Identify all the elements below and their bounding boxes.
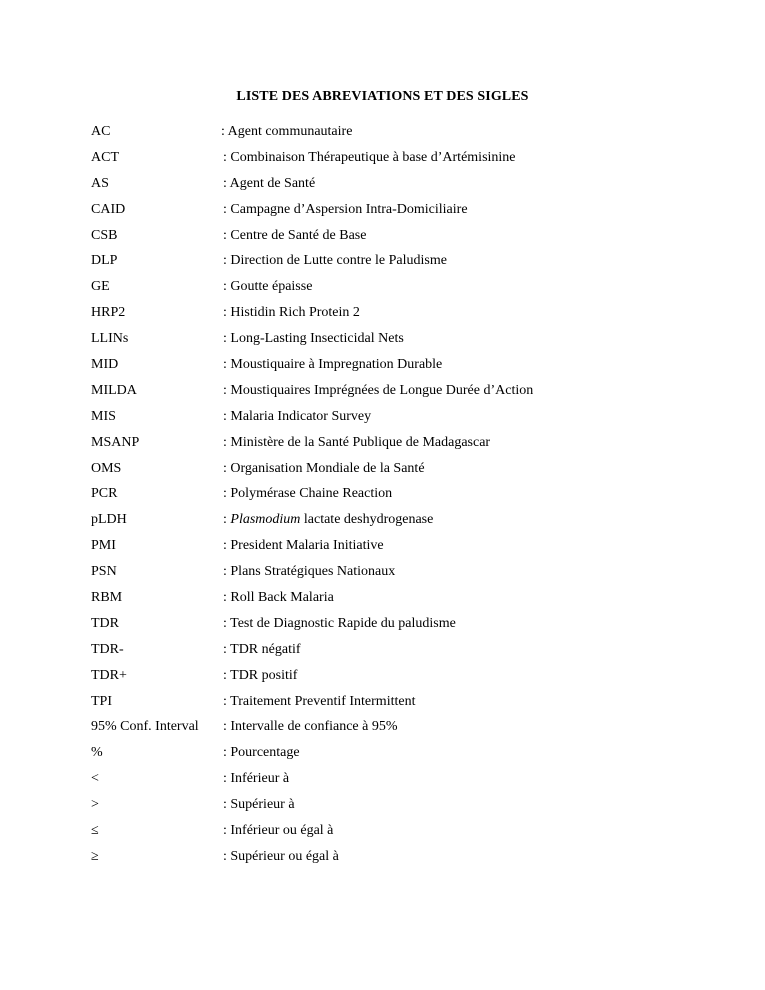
list-item — [91, 668, 711, 694]
definition — [223, 745, 300, 761]
definition-text: Intervalle de confiance à 95% — [230, 719, 398, 735]
list-item — [91, 486, 711, 512]
separator: : — [223, 512, 231, 528]
abbreviation: > — [91, 797, 99, 813]
definition-text: Moustiquaires Imprégnées de Longue Durée d’Action — [230, 382, 534, 398]
separator: : — [223, 615, 231, 631]
abbreviation: < — [91, 771, 99, 787]
list-item — [91, 435, 711, 461]
separator: : — [223, 331, 231, 347]
definition-text: Direction de Lutte contre le Paludisme — [230, 253, 447, 269]
abbreviation: MILDA — [91, 382, 137, 398]
list-item — [91, 797, 711, 823]
definition-text: Malaria Indicator Survey — [230, 408, 372, 424]
separator: : — [223, 305, 231, 321]
abbreviation: AS — [91, 175, 109, 191]
definition — [223, 150, 516, 166]
definition — [223, 668, 297, 684]
list-item — [91, 305, 711, 331]
definition-text: Traitement Preventif Intermittent — [230, 693, 416, 709]
list-item — [91, 538, 711, 564]
abbreviation: DLP — [91, 253, 118, 269]
definition — [223, 797, 295, 813]
separator: : — [223, 279, 231, 295]
list-item — [91, 823, 711, 849]
definition-text: Plans Stratégiques Nationaux — [230, 564, 396, 580]
list-item — [91, 150, 711, 176]
definition-text: TDR négatif — [230, 641, 301, 657]
separator: : — [223, 771, 231, 787]
list-item — [91, 694, 711, 720]
list-item — [91, 642, 711, 668]
definition — [223, 642, 301, 658]
separator: : — [223, 357, 231, 373]
definition-text: lactate deshydrogenase — [300, 512, 434, 528]
list-item — [91, 228, 711, 254]
separator: : — [221, 124, 228, 139]
abbreviation: CAID — [91, 201, 126, 217]
definition-text: Campagne d’Aspersion Intra-Domiciliaire — [230, 201, 468, 217]
definition — [223, 228, 366, 244]
definition-text: Long-Lasting Insecticidal Nets — [230, 331, 404, 347]
abbreviation: TDR- — [91, 641, 124, 657]
definition — [223, 279, 312, 295]
abbreviation: TDR — [91, 615, 119, 631]
separator: : — [223, 823, 231, 839]
abbreviation: MID — [91, 357, 119, 373]
list-item — [91, 331, 711, 357]
list-item — [91, 564, 711, 590]
abbreviation: PMI — [91, 538, 116, 554]
list-item — [91, 202, 711, 228]
abbreviation: HRP2 — [91, 305, 126, 321]
abbreviation: 95% Conf. Interval — [91, 719, 199, 735]
definition-text: Ministère de la Santé Publique de Madagascar — [230, 434, 491, 450]
definition — [223, 305, 360, 321]
definition — [223, 357, 442, 373]
list-item — [91, 771, 711, 797]
abbreviation: OMS — [91, 460, 122, 476]
definition-text: Inférieur ou égal à — [230, 823, 334, 839]
definition-text: Test de Diagnostic Rapide du paludisme — [230, 615, 456, 631]
definition — [223, 383, 533, 399]
separator: : — [223, 486, 231, 502]
definition — [223, 564, 395, 580]
definition — [223, 849, 339, 865]
definition — [223, 823, 333, 839]
definition-text: Supérieur ou égal à — [230, 848, 339, 864]
separator: : — [223, 641, 231, 657]
abbreviation: MIS — [91, 408, 116, 424]
definition-text: TDR positif — [230, 667, 298, 683]
list-item — [91, 849, 711, 875]
definition-text: Supérieur à — [230, 797, 295, 813]
list-item — [91, 279, 711, 305]
definition — [223, 719, 398, 735]
list-item — [91, 745, 711, 771]
abbreviation: PSN — [91, 564, 117, 580]
definition-text: Goutte épaisse — [230, 279, 313, 295]
definition — [223, 202, 468, 218]
definition-text: President Malaria Initiative — [230, 538, 384, 554]
separator: : — [223, 797, 231, 813]
abbreviation-list — [91, 124, 711, 875]
list-item — [91, 616, 711, 642]
definition-italic-term: Plasmodium — [230, 512, 301, 528]
definition — [223, 512, 433, 528]
separator: : — [223, 227, 231, 243]
abbreviation: TDR+ — [91, 667, 127, 683]
separator: : — [223, 590, 231, 606]
separator: : — [223, 382, 231, 398]
definition-text: Moustiquaire à Impregnation Durable — [230, 357, 443, 373]
separator: : — [223, 538, 231, 554]
abbreviation: MSANP — [91, 434, 140, 450]
separator: : — [223, 667, 231, 683]
list-item — [91, 409, 711, 435]
abbreviation: ≤ — [91, 823, 99, 839]
list-item — [91, 719, 711, 745]
separator: : — [223, 693, 231, 709]
definition — [223, 331, 404, 347]
definition-text: Agent communautaire — [227, 124, 353, 139]
definition — [223, 538, 384, 554]
definition-text: Pourcentage — [230, 745, 300, 761]
page-title: LISTE DES ABREVIATIONS ET DES SIGLES — [236, 89, 529, 104]
definition-text: Inférieur à — [230, 771, 290, 787]
definition — [223, 461, 425, 477]
list-item — [91, 176, 711, 202]
definition — [223, 616, 456, 632]
definition-text: Roll Back Malaria — [230, 590, 334, 606]
list-item — [91, 512, 711, 538]
separator: : — [223, 745, 231, 761]
definition-text: Agent de Santé — [229, 175, 316, 191]
abbreviation: pLDH — [91, 512, 127, 528]
definition-text: Histidin Rich Protein 2 — [230, 305, 360, 321]
separator: : — [223, 719, 231, 735]
definition — [223, 590, 334, 606]
definition-text: Combinaison Thérapeutique à base d’Artémisinine — [230, 149, 516, 165]
separator: : — [223, 434, 231, 450]
separator: : — [223, 149, 231, 165]
definition-text: Organisation Mondiale de la Santé — [230, 460, 425, 476]
separator: : — [223, 848, 231, 864]
abbreviation: % — [91, 745, 103, 761]
definition — [223, 771, 289, 787]
abbreviation: GE — [91, 279, 110, 295]
abbreviation: ≥ — [91, 848, 99, 864]
separator: : — [223, 175, 230, 191]
list-item — [91, 124, 711, 150]
abbreviation: LLINs — [91, 331, 129, 347]
abbreviation: TPI — [91, 693, 112, 709]
list-item — [91, 357, 711, 383]
definition-text: Polymérase Chaine Reaction — [230, 486, 393, 502]
separator: : — [223, 564, 231, 580]
abbreviation: AC — [91, 124, 111, 139]
separator: : — [223, 460, 231, 476]
definition — [223, 409, 371, 425]
abbreviation: PCR — [91, 486, 118, 502]
abbreviation: ACT — [91, 149, 119, 165]
separator: : — [223, 201, 231, 217]
definition — [223, 486, 392, 502]
list-item — [91, 461, 711, 487]
definition — [223, 435, 490, 451]
separator: : — [223, 408, 231, 424]
list-item — [91, 383, 711, 409]
definition — [221, 124, 352, 140]
definition-text: Centre de Santé de Base — [230, 227, 367, 243]
abbreviation: CSB — [91, 227, 118, 243]
separator: : — [223, 253, 231, 269]
list-item — [91, 253, 711, 279]
definition — [223, 176, 315, 192]
definition — [223, 694, 415, 710]
definition — [223, 253, 447, 269]
list-item — [91, 590, 711, 616]
abbreviation: RBM — [91, 590, 123, 606]
